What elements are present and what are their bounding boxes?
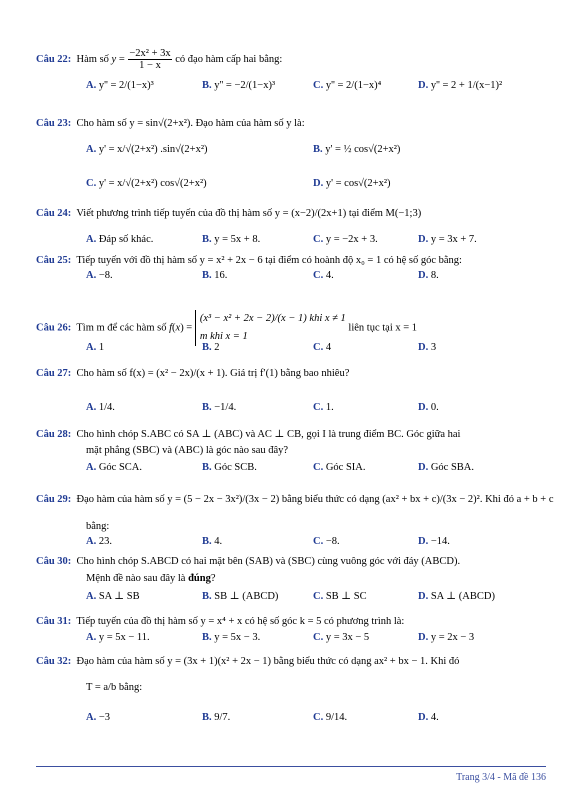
- option-b[interactable]: B. SB ⊥ (ABCD): [202, 591, 279, 602]
- option-a[interactable]: A. −3: [86, 712, 111, 723]
- question-number: Câu 32:: [36, 656, 72, 667]
- question-text: Hàm số: [76, 53, 109, 65]
- question-text: Đạo hàm của hàm số y = (5 − 2x − 3x²)/(3x − 2) bằng biểu thức có dạng (ax² + bx + c)/(3x − 2)². Khi đó a + b + c: [76, 494, 554, 505]
- option-d[interactable]: D. SA ⊥ (ABCD): [418, 591, 495, 602]
- question-32: [36, 656, 546, 736]
- question-number: Câu 26:: [36, 322, 72, 334]
- question-27: [36, 368, 546, 418]
- option-a[interactable]: A. 1/4.: [86, 402, 115, 413]
- question-text-end: liên tục tại x = 1: [348, 322, 418, 334]
- question-number: Câu 24:: [36, 208, 72, 219]
- option-b[interactable]: B. y = 5x + 8.: [202, 234, 261, 245]
- option-b[interactable]: B. 9/7.: [202, 712, 231, 723]
- question-text-line2: Mệnh đề nào sau đây là đúng?: [86, 573, 216, 584]
- question-29: [36, 494, 554, 550]
- question-number: Câu 25:: [36, 255, 72, 266]
- question-number: Câu 22:: [36, 53, 72, 65]
- option-a[interactable]: A. Đáp số khác.: [86, 234, 154, 245]
- option-d[interactable]: D. Góc SBA.: [418, 462, 475, 473]
- option-c[interactable]: C. SB ⊥ SC: [313, 591, 367, 602]
- option-b[interactable]: B. y = 5x − 3.: [202, 632, 261, 643]
- option-d[interactable]: D. y = 2x − 3: [418, 632, 475, 643]
- option-d[interactable]: D. y = 3x + 7.: [418, 234, 477, 245]
- question-number: Câu 30:: [36, 556, 72, 567]
- footer-divider: [36, 766, 546, 767]
- option-b[interactable]: B. Góc SCB.: [202, 462, 257, 473]
- option-d[interactable]: D. −14.: [418, 536, 450, 547]
- question-23: [36, 118, 546, 198]
- question-text: Đạo hàm của hàm số y = (3x + 1)(x² + 2x − 1) bằng biểu thức có dạng ax² + bx − 1. Khi đó: [76, 656, 460, 667]
- option-b[interactable]: B. y'' = −2/(1−x)³: [202, 80, 276, 91]
- option-d[interactable]: D. 3: [418, 342, 437, 353]
- question-28: [36, 428, 546, 480]
- question-number: Câu 31:: [36, 616, 72, 627]
- option-a[interactable]: A. 1: [86, 342, 105, 353]
- option-d[interactable]: D. y'' = 2 + 1/(x−1)²: [418, 80, 503, 91]
- question-25: [36, 255, 546, 289]
- option-b[interactable]: B. 16.: [202, 270, 228, 281]
- question-22: Câu 22: Hàm số y = $\frac{\text{−2x² + 3x}}{1 - x}$ có đạo hàm cấp hai bằng: A. y'' = 2/(1−x)³ B. y'' = −2/(1−x)³ C. y'' = 2/(1−x)⁴ D. y'' = 2 + 1/(x−1)²: [36, 48, 503, 91]
- option-a[interactable]: A. y' = x/√(2+x²) .sin√(2+x²): [86, 144, 208, 155]
- option-c[interactable]: C. 4: [313, 342, 332, 353]
- option-b[interactable]: B. 4.: [202, 536, 223, 547]
- question-30: [36, 556, 546, 608]
- question-text: Cho hình chóp S.ABCD có hai mặt bên (SAB) và (SBC) cùng vuông góc với đáy (ABCD).: [76, 556, 461, 567]
- option-c[interactable]: C. 4.: [313, 270, 334, 281]
- question-number: Câu 23:: [36, 118, 72, 129]
- option-b[interactable]: B. 2: [202, 342, 220, 353]
- question-text: Tìm m để các hàm số: [76, 322, 167, 334]
- question-31: [36, 616, 546, 650]
- option-c[interactable]: C. −8.: [313, 536, 340, 547]
- option-a[interactable]: A. y'' = 2/(1−x)³: [86, 80, 154, 91]
- question-number: Câu 28:: [36, 429, 72, 440]
- option-c[interactable]: C. 9/14.: [313, 712, 348, 723]
- option-b[interactable]: B. y' = ½ cos√(2+x²): [313, 144, 401, 155]
- option-a[interactable]: A. y = 5x − 11.: [86, 632, 150, 643]
- question-text: Cho hàm số y = sin√(2+x²). Đạo hàm của hàm số y là:: [76, 118, 305, 129]
- question-26: Câu 26: Tìm m để các hàm số f(x) = (x³ − x² + 2x − 2)/(x − 1) khi x ≠ 1 m khi x = 1 liên tục tại x = 1 A. 1 B. 2 C. 4 D. 3: [36, 290, 546, 356]
- question-number: Câu 27:: [36, 368, 72, 379]
- option-a[interactable]: A. SA ⊥ SB: [86, 591, 140, 602]
- option-c[interactable]: C. y'' = 2/(1−x)⁴: [313, 80, 382, 91]
- question-24: [36, 208, 546, 248]
- option-c[interactable]: C. y' = x/√(2+x²) cos√(2+x²): [86, 178, 207, 189]
- option-c[interactable]: C. 1.: [313, 402, 334, 413]
- piecewise-cases: (x³ − x² + 2x − 2)/(x − 1) khi x ≠ 1 m khi x = 1: [195, 310, 346, 346]
- option-c[interactable]: C. y = −2x + 3.: [313, 234, 378, 245]
- option-b[interactable]: B. −1/4.: [202, 402, 237, 413]
- option-a[interactable]: A. Góc SCA.: [86, 462, 143, 473]
- question-text-line2: mặt phẳng (SBC) và (ABC) là góc nào sau đây?: [86, 445, 289, 456]
- option-c[interactable]: C. Góc SIA.: [313, 462, 366, 473]
- page-footer: Trang 3/4 - Mã đề 136: [456, 772, 546, 783]
- question-text-line2: bằng:: [86, 521, 110, 532]
- option-d[interactable]: D. 8.: [418, 270, 439, 281]
- formula: $\frac{\text{−2x² + 3x}}{1 - x}$: [129, 48, 171, 71]
- question-text: Viết phương trình tiếp tuyến của đồ thị hàm số y = (x−2)/(2x+1) tại điểm M(−1;3): [76, 208, 422, 219]
- option-d[interactable]: D. 0.: [418, 402, 439, 413]
- option-d[interactable]: D. y' = cos√(2+x²): [313, 178, 391, 189]
- option-d[interactable]: D. 4.: [418, 712, 439, 723]
- question-text: Cho hình chóp S.ABC có SA ⊥ (ABC) và AC ⊥ CB, gọi I là trung điểm BC. Góc giữa hai: [76, 429, 461, 440]
- question-number: Câu 29:: [36, 494, 72, 505]
- question-text-line2: T = a/b bằng:: [86, 682, 143, 693]
- question-text: Tiếp tuyến với đồ thị hàm số y = x² + 2x − 6 tại điểm có hoành độ x₀ = 1 có hệ số góc bằng:: [76, 255, 462, 266]
- option-c[interactable]: C. y = 3x − 5: [313, 632, 370, 643]
- option-a[interactable]: A. −8.: [86, 270, 113, 281]
- option-a[interactable]: A. 23.: [86, 536, 112, 547]
- question-text: Cho hàm số f(x) = (x² − 2x)/(x + 1). Giá trị f′(1) bằng bao nhiêu?: [76, 368, 350, 379]
- question-text: Tiếp tuyến của đồ thị hàm số y = x⁴ + x có hệ số góc k = 5 có phương trình là:: [76, 616, 405, 627]
- question-text-end: có đạo hàm cấp hai bằng:: [175, 53, 283, 65]
